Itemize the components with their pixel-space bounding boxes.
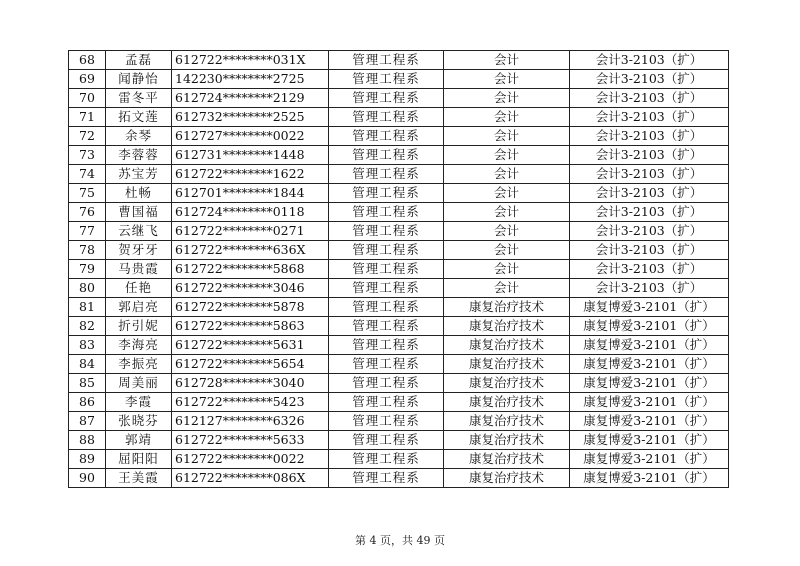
class-cell: 会计3-2103（扩） xyxy=(570,51,729,70)
class-cell: 康复博爱3-2101（扩） xyxy=(570,450,729,469)
id-number-cell: 612722********1622 xyxy=(172,165,329,184)
major-cell: 康复治疗技术 xyxy=(444,393,570,412)
table-row xyxy=(69,412,729,431)
major-cell: 会计 xyxy=(444,279,570,298)
row-number-cell: 69 xyxy=(69,70,106,89)
row-number-cell: 81 xyxy=(69,298,106,317)
student-name-cell: 孟磊 xyxy=(106,51,172,70)
table-row xyxy=(69,336,729,355)
id-number-cell: 612701********1844 xyxy=(172,184,329,203)
class-cell: 康复博爱3-2101（扩） xyxy=(570,393,729,412)
table-row xyxy=(69,374,729,393)
student-name-cell: 张晓芬 xyxy=(106,412,172,431)
class-cell: 会计3-2103（扩） xyxy=(570,260,729,279)
major-cell: 会计 xyxy=(444,127,570,146)
student-name-cell: 郭靖 xyxy=(106,431,172,450)
major-cell: 康复治疗技术 xyxy=(444,469,570,488)
student-name-cell: 王美霞 xyxy=(106,469,172,488)
class-cell: 会计3-2103（扩） xyxy=(570,70,729,89)
class-cell: 康复博爱3-2101（扩） xyxy=(570,336,729,355)
row-number-cell: 68 xyxy=(69,51,106,70)
student-name-cell: 雷冬平 xyxy=(106,89,172,108)
class-cell: 会计3-2103（扩） xyxy=(570,127,729,146)
class-cell: 康复博爱3-2101（扩） xyxy=(570,469,729,488)
class-cell: 康复博爱3-2101（扩） xyxy=(570,298,729,317)
row-number-cell: 88 xyxy=(69,431,106,450)
department-cell: 管理工程系 xyxy=(329,412,444,431)
department-cell: 管理工程系 xyxy=(329,431,444,450)
student-name-cell: 周美丽 xyxy=(106,374,172,393)
row-number-cell: 84 xyxy=(69,355,106,374)
table-row xyxy=(69,260,729,279)
major-cell: 会计 xyxy=(444,222,570,241)
id-number-cell: 612724********0118 xyxy=(172,203,329,222)
table-row xyxy=(69,222,729,241)
row-number-cell: 76 xyxy=(69,203,106,222)
student-name-cell: 拓文莲 xyxy=(106,108,172,127)
department-cell: 管理工程系 xyxy=(329,374,444,393)
student-name-cell: 折引妮 xyxy=(106,317,172,336)
class-cell: 会计3-2103（扩） xyxy=(570,279,729,298)
class-cell: 康复博爱3-2101（扩） xyxy=(570,431,729,450)
student-name-cell: 郭启亮 xyxy=(106,298,172,317)
id-number-cell: 142230********2725 xyxy=(172,70,329,89)
department-cell: 管理工程系 xyxy=(329,89,444,108)
table-row xyxy=(69,203,729,222)
id-number-cell: 612731********1448 xyxy=(172,146,329,165)
row-number-cell: 75 xyxy=(69,184,106,203)
id-number-cell: 612722********5631 xyxy=(172,336,329,355)
id-number-cell: 612722********031X xyxy=(172,51,329,70)
table-row xyxy=(69,450,729,469)
id-number-cell: 612722********5878 xyxy=(172,298,329,317)
table-row xyxy=(69,127,729,146)
row-number-cell: 83 xyxy=(69,336,106,355)
major-cell: 会计 xyxy=(444,184,570,203)
department-cell: 管理工程系 xyxy=(329,51,444,70)
student-roster-table xyxy=(68,50,729,488)
row-number-cell: 89 xyxy=(69,450,106,469)
class-cell: 康复博爱3-2101（扩） xyxy=(570,355,729,374)
class-cell: 会计3-2103（扩） xyxy=(570,108,729,127)
department-cell: 管理工程系 xyxy=(329,146,444,165)
row-number-cell: 82 xyxy=(69,317,106,336)
student-name-cell: 贺牙牙 xyxy=(106,241,172,260)
id-number-cell: 612722********5654 xyxy=(172,355,329,374)
id-number-cell: 612727********0022 xyxy=(172,127,329,146)
row-number-cell: 74 xyxy=(69,165,106,184)
id-number-cell: 612722********0022 xyxy=(172,450,329,469)
student-name-cell: 屈阳阳 xyxy=(106,450,172,469)
row-number-cell: 78 xyxy=(69,241,106,260)
major-cell: 会计 xyxy=(444,108,570,127)
row-number-cell: 70 xyxy=(69,89,106,108)
department-cell: 管理工程系 xyxy=(329,260,444,279)
major-cell: 康复治疗技术 xyxy=(444,431,570,450)
class-cell: 会计3-2103（扩） xyxy=(570,184,729,203)
class-cell: 会计3-2103（扩） xyxy=(570,241,729,260)
department-cell: 管理工程系 xyxy=(329,241,444,260)
table-row xyxy=(69,298,729,317)
student-name-cell: 李霞 xyxy=(106,393,172,412)
table-row xyxy=(69,70,729,89)
row-number-cell: 79 xyxy=(69,260,106,279)
class-cell: 康复博爱3-2101（扩） xyxy=(570,412,729,431)
row-number-cell: 80 xyxy=(69,279,106,298)
row-number-cell: 77 xyxy=(69,222,106,241)
page-number-footer: 第 4 页，共 49 页 xyxy=(355,534,445,547)
id-number-cell: 612722********086X xyxy=(172,469,329,488)
major-cell: 会计 xyxy=(444,89,570,108)
student-name-cell: 苏宝芳 xyxy=(106,165,172,184)
major-cell: 会计 xyxy=(444,51,570,70)
table-row xyxy=(69,431,729,450)
class-cell: 会计3-2103（扩） xyxy=(570,165,729,184)
id-number-cell: 612722********5423 xyxy=(172,393,329,412)
department-cell: 管理工程系 xyxy=(329,393,444,412)
major-cell: 会计 xyxy=(444,241,570,260)
department-cell: 管理工程系 xyxy=(329,222,444,241)
major-cell: 康复治疗技术 xyxy=(444,412,570,431)
department-cell: 管理工程系 xyxy=(329,127,444,146)
class-cell: 会计3-2103（扩） xyxy=(570,203,729,222)
roster-body xyxy=(69,51,729,488)
department-cell: 管理工程系 xyxy=(329,317,444,336)
department-cell: 管理工程系 xyxy=(329,355,444,374)
department-cell: 管理工程系 xyxy=(329,336,444,355)
student-name-cell: 李海亮 xyxy=(106,336,172,355)
id-number-cell: 612722********3046 xyxy=(172,279,329,298)
id-number-cell: 612722********0271 xyxy=(172,222,329,241)
student-name-cell: 余琴 xyxy=(106,127,172,146)
row-number-cell: 87 xyxy=(69,412,106,431)
row-number-cell: 71 xyxy=(69,108,106,127)
student-name-cell: 闻静怡 xyxy=(106,70,172,89)
department-cell: 管理工程系 xyxy=(329,450,444,469)
table-row xyxy=(69,393,729,412)
class-cell: 会计3-2103（扩） xyxy=(570,89,729,108)
table-row xyxy=(69,165,729,184)
department-cell: 管理工程系 xyxy=(329,165,444,184)
table-row xyxy=(69,279,729,298)
department-cell: 管理工程系 xyxy=(329,70,444,89)
id-number-cell: 612722********636X xyxy=(172,241,329,260)
row-number-cell: 85 xyxy=(69,374,106,393)
major-cell: 会计 xyxy=(444,260,570,279)
table-row xyxy=(69,184,729,203)
student-name-cell: 任艳 xyxy=(106,279,172,298)
student-name-cell: 曹国福 xyxy=(106,203,172,222)
major-cell: 康复治疗技术 xyxy=(444,374,570,393)
table-row xyxy=(69,146,729,165)
major-cell: 会计 xyxy=(444,70,570,89)
row-number-cell: 72 xyxy=(69,127,106,146)
row-number-cell: 73 xyxy=(69,146,106,165)
department-cell: 管理工程系 xyxy=(329,469,444,488)
table-row xyxy=(69,469,729,488)
department-cell: 管理工程系 xyxy=(329,108,444,127)
id-number-cell: 612728********3040 xyxy=(172,374,329,393)
major-cell: 康复治疗技术 xyxy=(444,355,570,374)
major-cell: 会计 xyxy=(444,203,570,222)
id-number-cell: 612722********5633 xyxy=(172,431,329,450)
table-row xyxy=(69,241,729,260)
major-cell: 康复治疗技术 xyxy=(444,336,570,355)
student-name-cell: 李振亮 xyxy=(106,355,172,374)
id-number-cell: 612127********6326 xyxy=(172,412,329,431)
student-name-cell: 马贵霞 xyxy=(106,260,172,279)
student-name-cell: 杜畅 xyxy=(106,184,172,203)
class-cell: 会计3-2103（扩） xyxy=(570,146,729,165)
department-cell: 管理工程系 xyxy=(329,279,444,298)
table-row xyxy=(69,108,729,127)
id-number-cell: 612722********5868 xyxy=(172,260,329,279)
student-name-cell: 李蓉蓉 xyxy=(106,146,172,165)
table-row xyxy=(69,355,729,374)
department-cell: 管理工程系 xyxy=(329,184,444,203)
id-number-cell: 612724********2129 xyxy=(172,89,329,108)
major-cell: 会计 xyxy=(444,165,570,184)
major-cell: 康复治疗技术 xyxy=(444,317,570,336)
class-cell: 康复博爱3-2101（扩） xyxy=(570,317,729,336)
department-cell: 管理工程系 xyxy=(329,298,444,317)
department-cell: 管理工程系 xyxy=(329,203,444,222)
id-number-cell: 612732********2525 xyxy=(172,108,329,127)
major-cell: 康复治疗技术 xyxy=(444,298,570,317)
student-name-cell: 云继飞 xyxy=(106,222,172,241)
row-number-cell: 86 xyxy=(69,393,106,412)
major-cell: 会计 xyxy=(444,146,570,165)
class-cell: 康复博爱3-2101（扩） xyxy=(570,374,729,393)
row-number-cell: 90 xyxy=(69,469,106,488)
table-row xyxy=(69,89,729,108)
table-row xyxy=(69,317,729,336)
major-cell: 康复治疗技术 xyxy=(444,450,570,469)
table-row xyxy=(69,51,729,70)
class-cell: 会计3-2103（扩） xyxy=(570,222,729,241)
id-number-cell: 612722********5863 xyxy=(172,317,329,336)
